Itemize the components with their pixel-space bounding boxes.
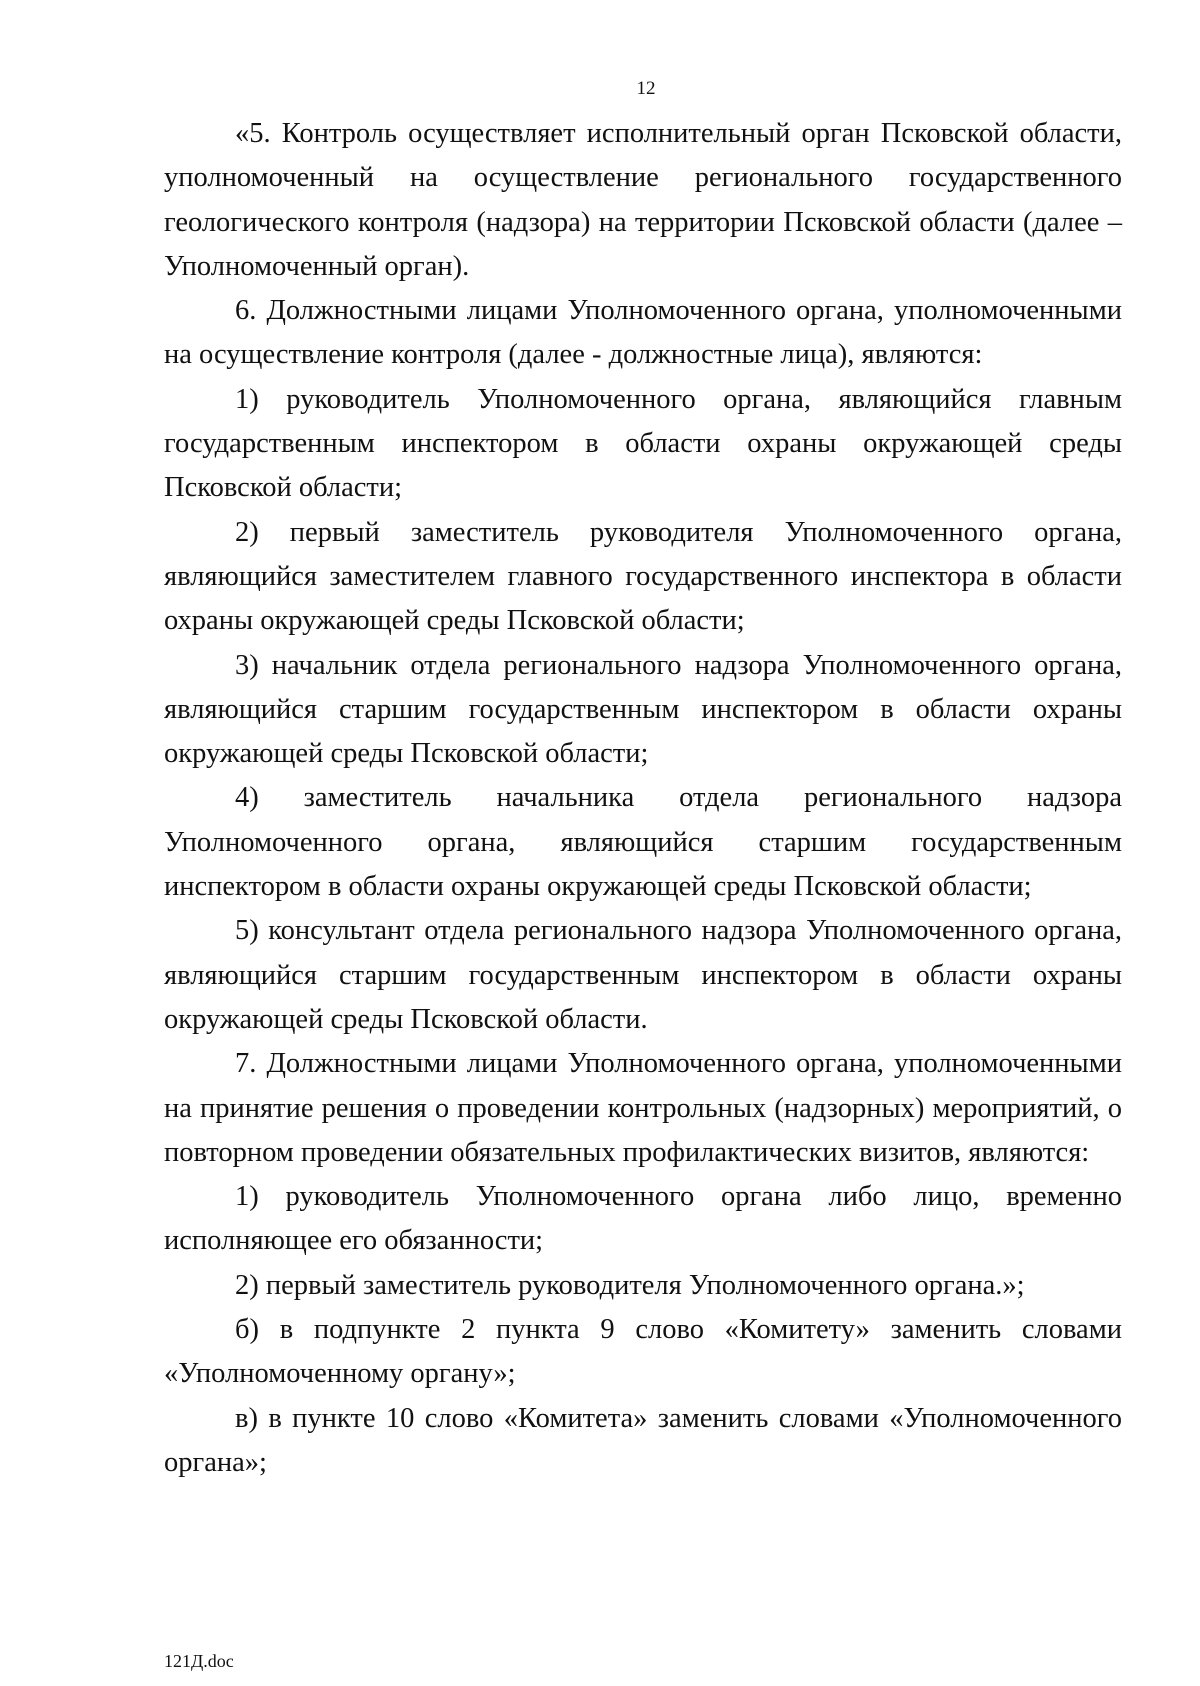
page-number: 12 [636,78,656,99]
paragraph-amendment-v: в) в пункте 10 слово «Комитета» заменить словами «Уполномоченного органа»; [164,1402,1122,1478]
paragraph-item-5: «5. Контроль осуществляет исполнительный орган Псковской области, уполномоченный на осуществление регионального государственного геологического контроля (надзора) на территории Псковской области (далее – Уполномоченный орган). [164,118,1122,282]
paragraph-subitem-6-2: 2) первый заместитель руководителя Уполномоченного органа, являющийся заместителем главного государственного инспектора в области охраны окружающей среды Псковской области; [164,516,1122,637]
paragraph-item-7: 7. Должностными лицами Уполномоченного органа, уполномоченными на принятие решения о проведении контрольных (надзорных) мероприятий, о повторном проведении обязательных профилактических визитов, являются: [164,1048,1122,1168]
paragraph-subitem-6-1: 1) руководитель Уполномоченного органа, являющийся главным государственным инспектором в области охраны окружающей среды Псковской области; [164,383,1122,504]
paragraph-item-6: 6. Должностными лицами Уполномоченного органа, уполномоченными на осуществление контроля (далее - должностные лица), являются: [164,295,1122,371]
footer-filename: 121Д.doc [164,1651,234,1671]
paragraph-subitem-7-1: 1) руководитель Уполномоченного органа либо лицо, временно исполняющее его обязанности; [164,1181,1122,1257]
document-body [164,112,1122,1485]
paragraph-subitem-6-4: 4) заместитель начальника отдела регионального надзора Уполномоченного органа, являющийся старшим государственным инспектором в области охраны окружающей среды Псковской области; [164,782,1122,903]
paragraph-subitem-6-5: 5) консультант отдела регионального надзора Уполномоченного органа, являющийся старшим государственным инспектором в области охраны окружающей среды Псковской области. [164,915,1122,1035]
paragraph-amendment-b: б) в подпункте 2 пункта 9 слово «Комитету» заменить словами «Уполномоченному органу»; [164,1314,1122,1390]
paragraph-subitem-6-3: 3) начальник отдела регионального надзора Уполномоченного органа, являющийся старшим государственным инспектором в области охраны окружающей среды Псковской области; [164,649,1122,770]
paragraph-subitem-7-2: 2) первый заместитель руководителя Уполномоченного органа.»; [235,1269,1025,1301]
